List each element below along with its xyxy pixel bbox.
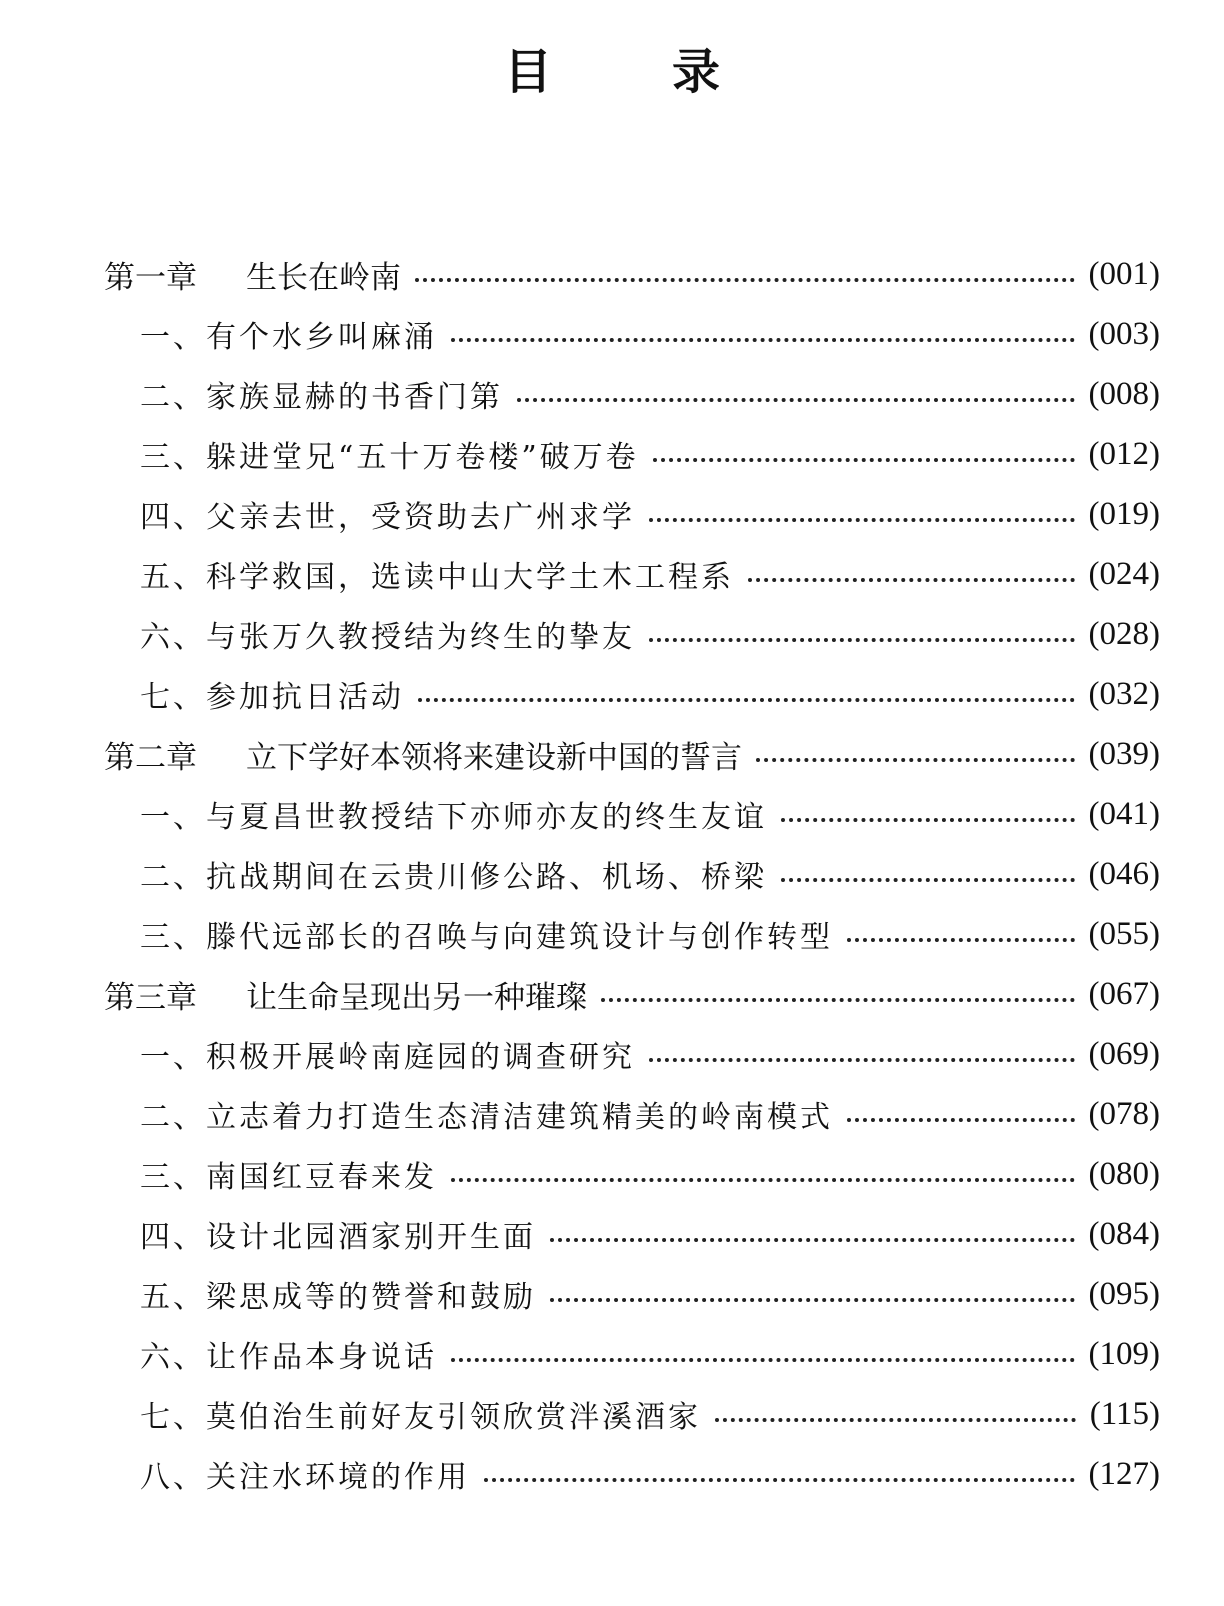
- page-number: (046): [1088, 855, 1160, 892]
- toc-chapter-3[interactable]: [104, 972, 1160, 1016]
- toc-entry[interactable]: [104, 612, 1160, 656]
- dot-leader: [451, 1358, 1075, 1362]
- chapter-number: 第一章: [104, 259, 197, 296]
- dot-leader: [451, 338, 1075, 342]
- chapter-title: 让生命呈现出另一种璀璨: [246, 979, 587, 1016]
- toc-entry[interactable]: [104, 432, 1160, 476]
- chapter-title: 立下学好本领将来建设新中国的誓言: [246, 739, 742, 776]
- page-number: (095): [1088, 1275, 1160, 1312]
- dot-leader: [653, 458, 1075, 462]
- page-number: (055): [1088, 915, 1160, 952]
- dot-leader: [781, 878, 1075, 882]
- table-of-contents: [104, 252, 1160, 1512]
- dot-leader: [601, 998, 1075, 1002]
- toc-entry[interactable]: [104, 1272, 1160, 1316]
- toc-entry[interactable]: [104, 1032, 1160, 1076]
- entry-title: 二、立志着力打造生态清洁建筑精美的岭南模式: [140, 1100, 833, 1135]
- page-number: (080): [1088, 1155, 1160, 1192]
- page-number: (019): [1088, 495, 1160, 532]
- dot-leader: [715, 1418, 1076, 1422]
- page-number: (024): [1088, 555, 1160, 592]
- page-number: (084): [1088, 1215, 1160, 1252]
- dot-leader: [756, 758, 1075, 762]
- toc-entry[interactable]: [104, 312, 1160, 356]
- entry-title: 二、抗战期间在云贵川修公路、机场、桥梁: [140, 860, 767, 895]
- entry-title: 五、梁思成等的赞誉和鼓励: [140, 1280, 536, 1315]
- page-number: (001): [1088, 255, 1160, 292]
- entry-title: 二、家族显赫的书香门第: [140, 380, 503, 415]
- toc-entry[interactable]: [104, 372, 1160, 416]
- toc-entry[interactable]: [104, 1212, 1160, 1256]
- page-number: (127): [1088, 1455, 1160, 1492]
- chapter-number: 第三章: [104, 979, 197, 1016]
- dot-leader: [550, 1238, 1075, 1242]
- entry-title: 六、让作品本身说话: [140, 1340, 437, 1375]
- dot-leader: [649, 638, 1075, 642]
- chapter-number: 第二章: [104, 739, 197, 776]
- page-number: (012): [1088, 435, 1160, 472]
- dot-leader: [451, 1178, 1075, 1182]
- page-title: 目录: [503, 44, 840, 100]
- toc-entry[interactable]: [104, 852, 1160, 896]
- entry-title: 四、父亲去世，受资助去广州求学: [140, 500, 635, 535]
- entry-title: 三、滕代远部长的召唤与向建筑设计与创作转型: [140, 920, 833, 955]
- toc-entry[interactable]: [104, 792, 1160, 836]
- dot-leader: [418, 698, 1075, 702]
- toc-chapter-2[interactable]: [104, 732, 1160, 776]
- dot-leader: [781, 818, 1075, 822]
- toc-entry[interactable]: [104, 1332, 1160, 1376]
- dot-leader: [649, 1058, 1075, 1062]
- toc-entry[interactable]: [104, 1092, 1160, 1136]
- page-number: (078): [1088, 1095, 1160, 1132]
- entry-title: 三、躲进堂兄“五十万卷楼”破万卷: [140, 440, 639, 475]
- dot-leader: [517, 398, 1075, 402]
- toc-entry[interactable]: [104, 912, 1160, 956]
- dot-leader: [847, 938, 1075, 942]
- toc-chapter-1[interactable]: [104, 252, 1160, 296]
- toc-entry[interactable]: [104, 1152, 1160, 1196]
- dot-leader: [415, 278, 1075, 282]
- page-number: (069): [1088, 1035, 1160, 1072]
- page-number: (039): [1088, 735, 1160, 772]
- page-number: (041): [1088, 795, 1160, 832]
- toc-entry[interactable]: [104, 492, 1160, 536]
- toc-entry[interactable]: [104, 1392, 1160, 1436]
- dot-leader: [847, 1118, 1075, 1122]
- entry-title: 一、与夏昌世教授结下亦师亦友的终生友谊: [140, 800, 767, 835]
- page-number: (032): [1088, 675, 1160, 712]
- toc-entry[interactable]: [104, 672, 1160, 716]
- toc-entry[interactable]: [104, 552, 1160, 596]
- toc-entry[interactable]: [104, 1452, 1160, 1496]
- page-number: (008): [1088, 375, 1160, 412]
- dot-leader: [550, 1298, 1075, 1302]
- dot-leader: [484, 1478, 1075, 1482]
- page-number: (067): [1088, 975, 1160, 1012]
- page-number: (109): [1088, 1335, 1160, 1372]
- entry-title: 一、有个水乡叫麻涌: [140, 320, 437, 355]
- chapter-title: 生长在岭南: [246, 259, 401, 296]
- entry-title: 三、南国红豆春来发: [140, 1160, 437, 1195]
- dot-leader: [748, 578, 1075, 582]
- entry-title: 五、科学救国，选读中山大学土木工程系: [140, 560, 734, 595]
- dot-leader: [649, 518, 1075, 522]
- page-number: (028): [1088, 615, 1160, 652]
- entry-title: 一、积极开展岭南庭园的调查研究: [140, 1040, 635, 1075]
- entry-title: 七、莫伯治生前好友引领欣赏泮溪酒家: [140, 1400, 701, 1435]
- entry-title: 八、关注水环境的作用: [140, 1460, 470, 1495]
- page-number: (115): [1089, 1395, 1160, 1432]
- page-number: (003): [1088, 315, 1160, 352]
- entry-title: 四、设计北园酒家别开生面: [140, 1220, 536, 1255]
- entry-title: 六、与张万久教授结为终生的挚友: [140, 620, 635, 655]
- entry-title: 七、参加抗日活动: [140, 680, 404, 715]
